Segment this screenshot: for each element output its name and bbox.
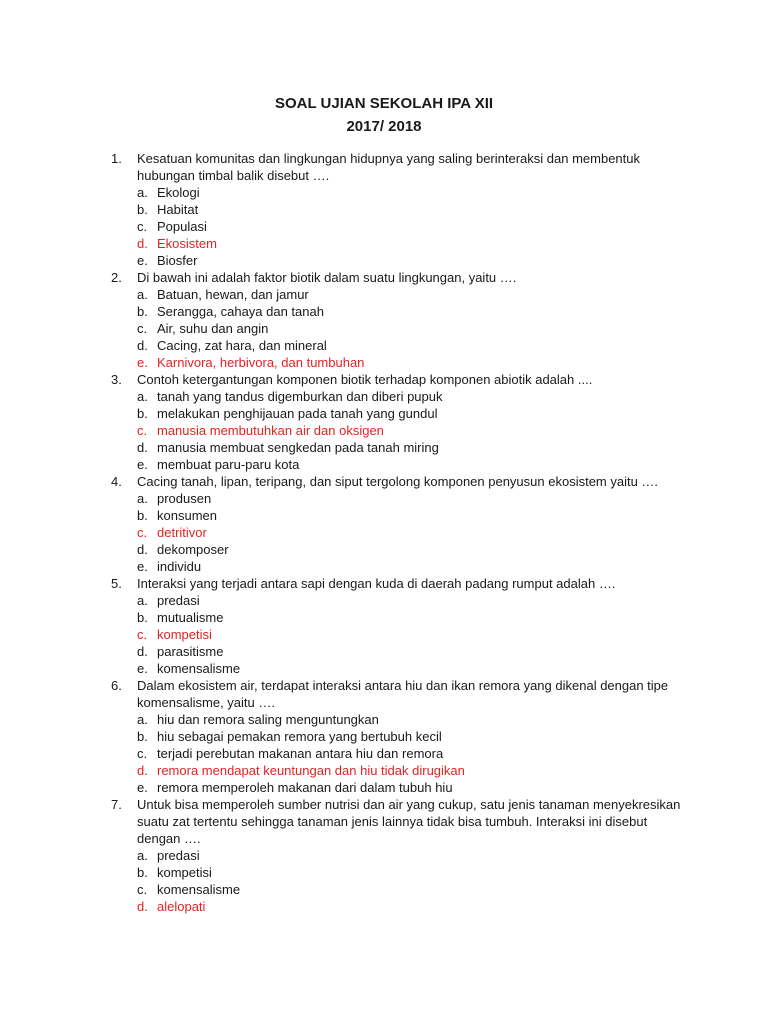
answer-option-correct [111,762,691,779]
answer-option [111,745,691,762]
question-number: 4. [111,474,122,489]
answer-option [111,728,691,745]
option-text: komensalisme [157,661,241,676]
answer-option [111,201,691,218]
answer-option [111,286,691,303]
question-text: Interaksi yang terjadi antara sapi dengan kuda di daerah padang rumput adalah …. [137,576,616,591]
option-letter: c. [137,746,148,761]
option-text: manusia membutuhkan air dan oksigen [157,423,384,438]
option-text: Ekosistem [157,236,217,251]
answer-option-correct [111,422,691,439]
question-6 [111,677,691,711]
answer-option [111,592,691,609]
option-letter: b. [137,729,148,744]
question-1 [111,150,691,184]
question-5 [111,575,691,592]
option-text: komensalisme [157,882,241,897]
option-text: predasi [157,848,200,863]
option-letter: e. [137,457,148,472]
question-4 [111,473,691,490]
option-letter: d. [137,899,148,914]
option-letter: c. [137,627,148,642]
option-letter: e. [137,355,148,370]
option-text: Cacing, zat hara, dan mineral [157,338,327,353]
option-text: remora mendapat keuntungan dan hiu tidak dirugikan [157,763,465,778]
option-text: manusia membuat sengkedan pada tanah miring [157,440,439,455]
question-text: Untuk bisa memperoleh sumber nutrisi dan air yang cukup, satu jenis tanaman menyekresikan suatu zat tertentu sehingga tanaman jenis lainnya tidak bisa tumbuh. Interaksi ini disebut dengan …. [137,797,681,846]
answer-option-correct [111,354,691,371]
option-letter: a. [137,491,148,506]
option-text: produsen [157,491,212,506]
option-text: kompetisi [157,865,212,880]
option-text: Batuan, hewan, dan jamur [157,287,309,302]
option-letter: c. [137,321,148,336]
question-7 [111,796,691,847]
answer-option [111,558,691,575]
exam-title [0,92,768,138]
option-text: kompetisi [157,627,212,642]
option-text: Karnivora, herbivora, dan tumbuhan [157,355,365,370]
option-text: terjadi perebutan makanan antara hiu dan remora [157,746,444,761]
option-letter: b. [137,508,148,523]
option-letter: e. [137,559,148,574]
question-number: 1. [111,151,122,166]
answer-option [111,405,691,422]
option-text: parasitisme [157,644,224,659]
question-text: Cacing tanah, lipan, teripang, dan siput tergolong komponen penyusun ekosistem yaitu …. [137,474,659,489]
option-letter: b. [137,406,148,421]
answer-option [111,337,691,354]
option-text: konsumen [157,508,217,523]
answer-option [111,643,691,660]
option-text: detritivor [157,525,207,540]
question-text: Dalam ekosistem air, terdapat interaksi antara hiu dan ikan remora yang dikenal dengan tipe komensalisme, yaitu …. [137,678,669,710]
question-number: 2. [111,270,122,285]
option-text: tanah yang tandus digemburkan dan diberi pupuk [157,389,443,404]
answer-option [111,779,691,796]
option-letter: b. [137,610,148,625]
answer-option [111,184,691,201]
option-letter: a. [137,389,148,404]
option-text: hiu sebagai pemakan remora yang bertubuh kecil [157,729,442,744]
option-letter: a. [137,287,148,302]
answer-option [111,252,691,269]
option-letter: a. [137,712,148,727]
answer-option [111,660,691,677]
option-letter: d. [137,338,148,353]
answer-option [111,847,691,864]
option-text: Biosfer [157,253,198,268]
answer-option-correct [111,235,691,252]
answer-option [111,507,691,524]
option-text: mutualisme [157,610,224,625]
answer-option-correct [111,524,691,541]
option-text: dekomposer [157,542,229,557]
question-text: Kesatuan komunitas dan lingkungan hidupnya yang saling berinteraksi dan membentuk hubungan timbal balik disebut …. [137,151,640,183]
option-text: alelopati [157,899,206,914]
option-letter: d. [137,542,148,557]
answer-option-correct [111,626,691,643]
option-text: predasi [157,593,200,608]
answer-option [111,711,691,728]
option-letter: b. [137,202,148,217]
question-list [111,150,691,915]
option-letter: c. [137,423,148,438]
option-letter: c. [137,882,148,897]
answer-option [111,303,691,320]
answer-option [111,609,691,626]
option-text: Ekologi [157,185,200,200]
option-letter: d. [137,644,148,659]
answer-option [111,864,691,881]
option-letter: e. [137,253,148,268]
question-text: Contoh ketergantungan komponen biotik terhadap komponen abiotik adalah .... [137,372,593,387]
answer-option [111,541,691,558]
option-text: Habitat [157,202,199,217]
answer-option [111,439,691,456]
option-letter: e. [137,780,148,795]
option-text: individu [157,559,202,574]
option-letter: d. [137,440,148,455]
answer-option [111,320,691,337]
option-text: hiu dan remora saling menguntungkan [157,712,379,727]
option-letter: d. [137,236,148,251]
option-letter: d. [137,763,148,778]
answer-option-correct [111,898,691,915]
exam-title-line1: SOAL UJIAN SEKOLAH IPA XII [274,95,494,112]
answer-option [111,490,691,507]
question-number: 5. [111,576,122,591]
option-letter: b. [137,304,148,319]
option-letter: a. [137,848,148,863]
option-letter: b. [137,865,148,880]
question-text: Di bawah ini adalah faktor biotik dalam suatu lingkungan, yaitu …. [137,270,517,285]
question-2 [111,269,691,286]
question-number: 7. [111,797,122,812]
option-text: Populasi [157,219,207,234]
option-letter: c. [137,219,148,234]
question-number: 6. [111,678,122,693]
option-letter: c. [137,525,148,540]
option-text: Serangga, cahaya dan tanah [157,304,324,319]
answer-option [111,388,691,405]
option-text: remora memperoleh makanan dari dalam tubuh hiu [157,780,453,795]
answer-option [111,218,691,235]
option-letter: a. [137,593,148,608]
answer-option [111,881,691,898]
option-letter: a. [137,185,148,200]
option-text: melakukan penghijauan pada tanah yang gundul [157,406,438,421]
answer-option [111,456,691,473]
option-letter: e. [137,661,148,676]
option-text: membuat paru-paru kota [157,457,300,472]
exam-title-line2: 2017/ 2018 [346,118,422,135]
question-number: 3. [111,372,122,387]
option-text: Air, suhu dan angin [157,321,269,336]
question-3 [111,371,691,388]
